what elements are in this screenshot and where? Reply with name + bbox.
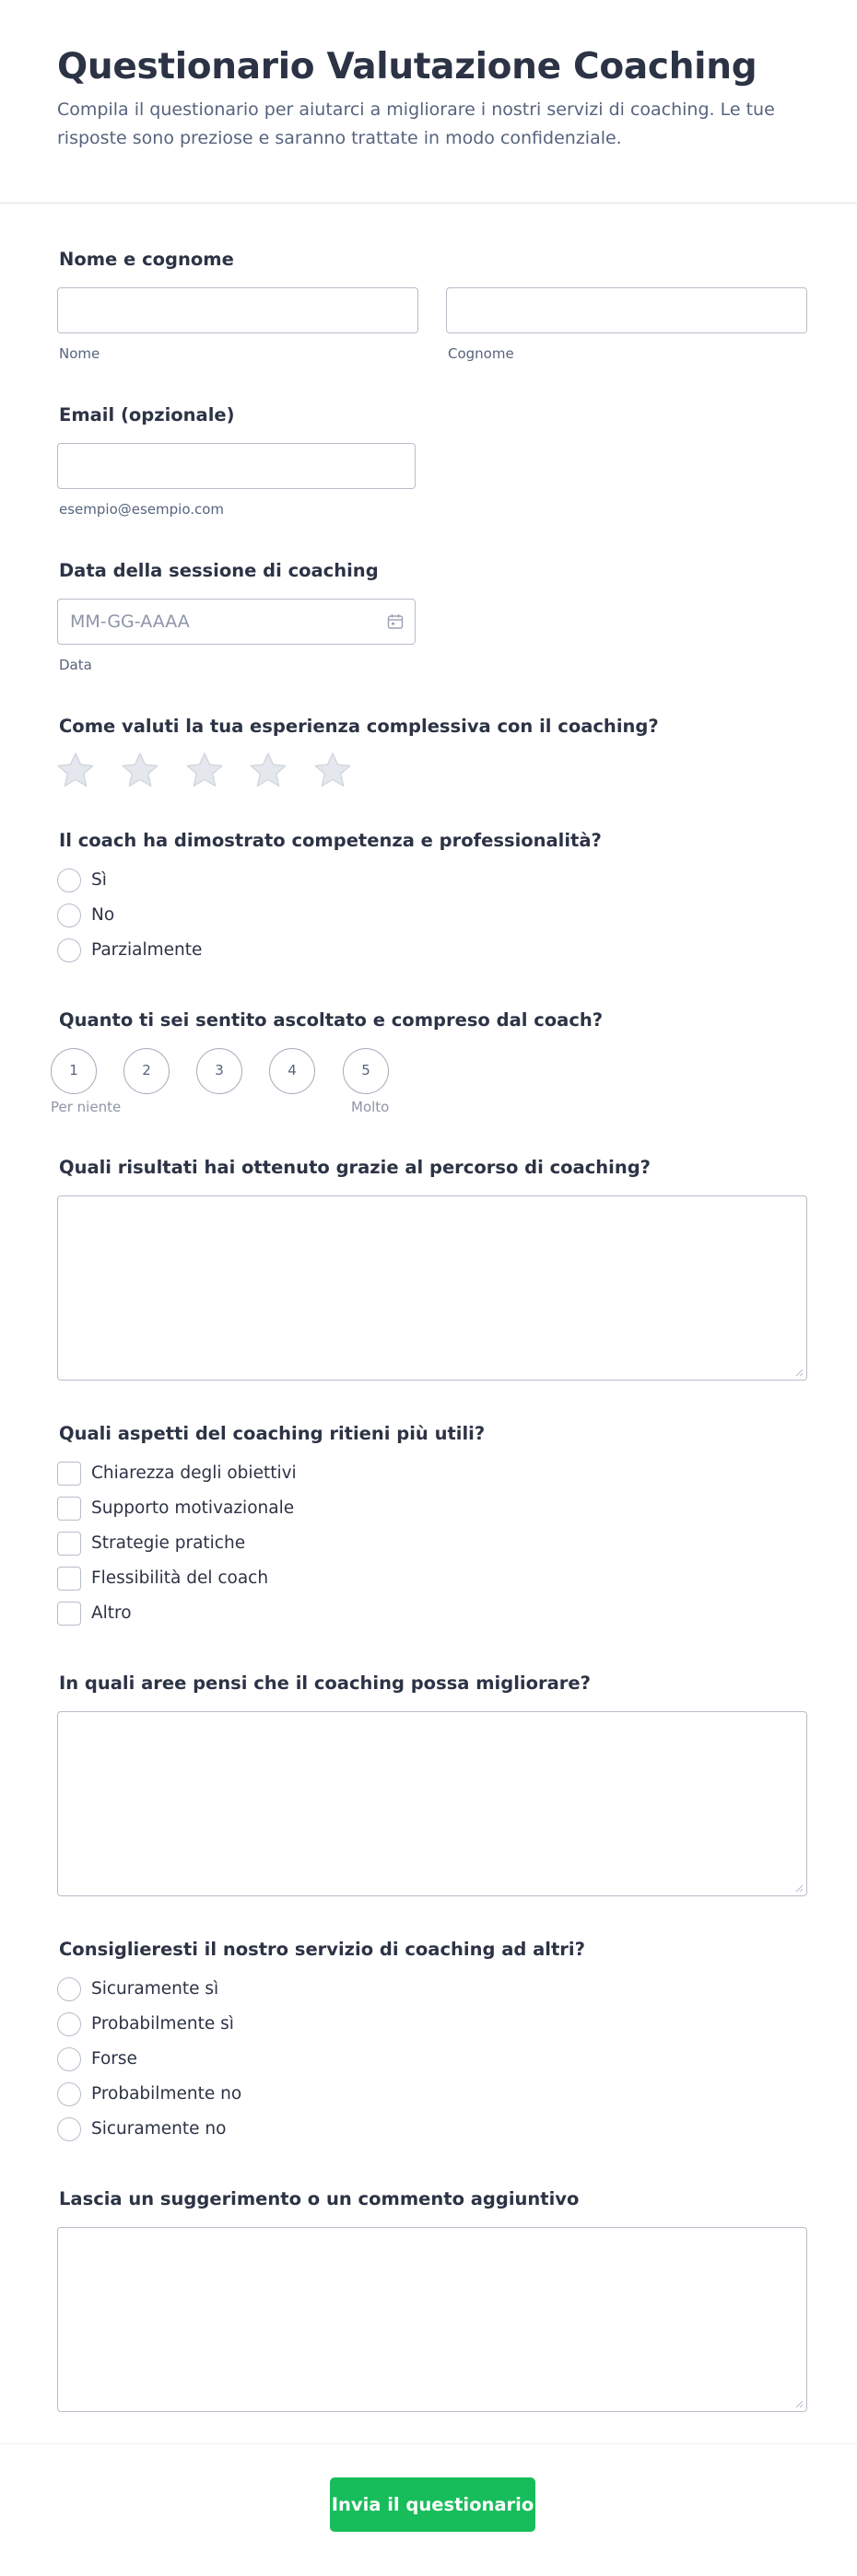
scale-option-3[interactable]: 3 xyxy=(196,1048,242,1094)
resize-grip-icon[interactable] xyxy=(794,1883,804,1893)
email-input[interactable] xyxy=(57,443,416,489)
results-textarea[interactable] xyxy=(57,1195,807,1381)
option-label: Parzialmente xyxy=(91,940,203,960)
form-title: Questionario Valutazione Coaching xyxy=(57,46,757,87)
last-name-input[interactable] xyxy=(446,287,807,333)
results-label: Quali risultati hai ottenuto grazie al percorso di coaching? xyxy=(59,1157,651,1178)
radio-button[interactable] xyxy=(57,2082,81,2106)
option-label: Sicuramente no xyxy=(91,2119,227,2139)
option-label: Sì xyxy=(91,870,107,890)
email-sublabel: esempio@esempio.com xyxy=(59,501,225,518)
improve-textarea[interactable] xyxy=(57,1711,807,1896)
checkbox[interactable] xyxy=(57,1532,81,1556)
radio-button[interactable] xyxy=(57,2047,81,2071)
comment-label: Lascia un suggerimento o un commento aggiuntivo xyxy=(59,2188,580,2209)
date-input[interactable] xyxy=(57,599,416,645)
form-header xyxy=(0,0,857,204)
radio-button[interactable] xyxy=(57,2012,81,2036)
option-label: Sicuramente sì xyxy=(91,1979,219,1999)
rating-star-2-icon[interactable] xyxy=(121,752,159,788)
recommend-label: Consiglieresti il nostro servizio di coaching ad altri? xyxy=(59,1939,585,1960)
checkbox[interactable] xyxy=(57,1602,81,1626)
scale-max-label: Molto xyxy=(351,1099,390,1115)
first-name-sublabel: Nome xyxy=(59,345,100,362)
option-label: No xyxy=(91,905,115,925)
radio-button[interactable] xyxy=(57,903,81,927)
rating-star-3-icon[interactable] xyxy=(185,752,224,788)
listened-label: Quanto ti sei sentito ascoltato e compreso dal coach? xyxy=(59,1009,604,1031)
calendar-icon[interactable] xyxy=(387,613,404,630)
scale-min-label: Per niente xyxy=(51,1099,122,1115)
date-sublabel: Data xyxy=(59,657,92,673)
radio-button[interactable] xyxy=(57,868,81,892)
option-label: Altro xyxy=(91,1603,132,1623)
email-label: Email (opzionale) xyxy=(59,404,235,425)
scale-option-5[interactable]: 5 xyxy=(343,1048,389,1094)
resize-grip-icon[interactable] xyxy=(794,2399,804,2408)
option-label: Strategie pratiche xyxy=(91,1533,246,1553)
scale-option-2[interactable]: 2 xyxy=(123,1048,170,1094)
radio-button[interactable] xyxy=(57,938,81,962)
option-label: Probabilmente no xyxy=(91,2084,242,2104)
resize-grip-icon[interactable] xyxy=(794,1368,804,1377)
experience-label: Come valuti la tua esperienza complessiva con il coaching? xyxy=(59,716,659,737)
comment-textarea[interactable] xyxy=(57,2227,807,2412)
checkbox[interactable] xyxy=(57,1497,81,1521)
scale-option-4[interactable]: 4 xyxy=(269,1048,315,1094)
radio-button[interactable] xyxy=(57,1977,81,2001)
last-name-sublabel: Cognome xyxy=(448,345,514,362)
first-name-input[interactable] xyxy=(57,287,418,333)
competence-label: Il coach ha dimostrato competenza e professionalità? xyxy=(59,830,602,851)
option-label: Probabilmente sì xyxy=(91,2014,234,2034)
option-label: Supporto motivazionale xyxy=(91,1498,295,1518)
submit-button[interactable]: Invia il questionario xyxy=(330,2477,535,2532)
useful-aspects-label: Quali aspetti del coaching ritieni più utili? xyxy=(59,1423,486,1444)
checkbox[interactable] xyxy=(57,1462,81,1486)
rating-star-1-icon[interactable] xyxy=(56,752,95,788)
rating-star-4-icon[interactable] xyxy=(249,752,288,788)
name-label: Nome e cognome xyxy=(59,249,234,270)
date-label: Data della sessione di coaching xyxy=(59,560,379,581)
radio-button[interactable] xyxy=(57,2117,81,2141)
date-placeholder: MM-GG-AAAA xyxy=(70,612,190,632)
option-label: Forse xyxy=(91,2049,137,2069)
checkbox[interactable] xyxy=(57,1567,81,1591)
option-label: Chiarezza degli obiettivi xyxy=(91,1463,297,1483)
improve-label: In quali aree pensi che il coaching possa migliorare? xyxy=(59,1673,591,1694)
form-description: Compila il questionario per aiutarci a migliorare i nostri servizi di coaching. Le tue risposte sono preziose e saranno trattate in modo confidenziale. xyxy=(57,99,775,148)
scale-option-1[interactable]: 1 xyxy=(51,1048,97,1094)
option-label: Flessibilità del coach xyxy=(91,1568,269,1588)
rating-star-5-icon[interactable] xyxy=(313,752,352,788)
